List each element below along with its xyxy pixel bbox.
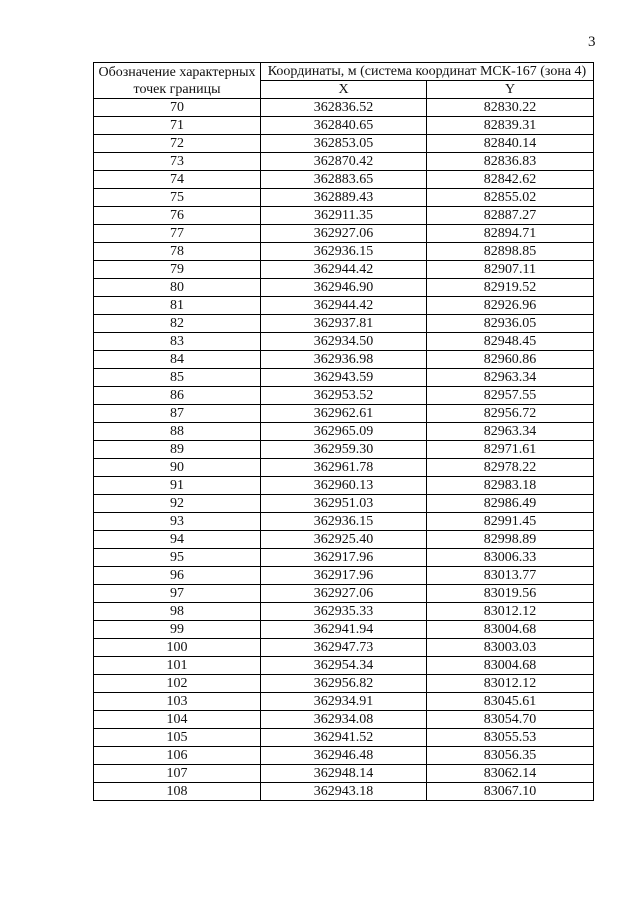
table-row <box>94 153 594 171</box>
table-row <box>94 405 594 423</box>
y-value-cell: 83055.53 <box>427 729 594 747</box>
table-row <box>94 621 594 639</box>
y-value-cell: 83004.68 <box>427 657 594 675</box>
table-row <box>94 693 594 711</box>
table-row <box>94 531 594 549</box>
y-value-cell: 82926.96 <box>427 297 594 315</box>
x-value-cell: 362948.14 <box>261 765 427 783</box>
point-number-cell: 108 <box>94 783 261 801</box>
point-number-cell: 102 <box>94 675 261 693</box>
x-value-cell: 362944.42 <box>261 261 427 279</box>
y-value-cell: 83003.03 <box>427 639 594 657</box>
point-number-cell: 75 <box>94 189 261 207</box>
table-row <box>94 711 594 729</box>
x-value-cell: 362836.52 <box>261 99 427 117</box>
y-value-cell: 83062.14 <box>427 765 594 783</box>
y-value-cell: 82855.02 <box>427 189 594 207</box>
coordinates-table <box>93 62 594 801</box>
point-number-cell: 94 <box>94 531 261 549</box>
y-value-cell: 82956.72 <box>427 405 594 423</box>
table-row <box>94 585 594 603</box>
point-number-cell: 72 <box>94 135 261 153</box>
x-value-cell: 362947.73 <box>261 639 427 657</box>
x-value-cell: 362951.03 <box>261 495 427 513</box>
y-value-cell: 82936.05 <box>427 315 594 333</box>
y-value-cell: 82840.14 <box>427 135 594 153</box>
x-value-cell: 362961.78 <box>261 459 427 477</box>
y-value-cell: 83054.70 <box>427 711 594 729</box>
table-row <box>94 135 594 153</box>
point-number-cell: 73 <box>94 153 261 171</box>
table-row <box>94 261 594 279</box>
y-value-cell: 83006.33 <box>427 549 594 567</box>
y-value-cell: 82960.86 <box>427 351 594 369</box>
table-row <box>94 99 594 117</box>
x-value-cell: 362936.15 <box>261 243 427 261</box>
point-number-cell: 78 <box>94 243 261 261</box>
y-value-cell: 82948.45 <box>427 333 594 351</box>
point-number-cell: 92 <box>94 495 261 513</box>
point-number-cell: 71 <box>94 117 261 135</box>
y-value-cell: 82887.27 <box>427 207 594 225</box>
table-row <box>94 117 594 135</box>
point-number-cell: 106 <box>94 747 261 765</box>
table-row <box>94 333 594 351</box>
x-value-cell: 362953.52 <box>261 387 427 405</box>
y-value-cell: 82957.55 <box>427 387 594 405</box>
point-number-cell: 107 <box>94 765 261 783</box>
page-number: 3 <box>588 34 596 50</box>
x-value-cell: 362943.18 <box>261 783 427 801</box>
x-value-cell: 362934.50 <box>261 333 427 351</box>
x-value-cell: 362936.15 <box>261 513 427 531</box>
table-row <box>94 513 594 531</box>
table-row <box>94 225 594 243</box>
y-value-cell: 82986.49 <box>427 495 594 513</box>
coordinates-header: Координаты, м (система координат МСК-167 (зона 4) <box>261 63 594 81</box>
table-row <box>94 549 594 567</box>
x-value-cell: 362870.42 <box>261 153 427 171</box>
table-row <box>94 747 594 765</box>
x-value-cell: 362960.13 <box>261 477 427 495</box>
table-row <box>94 603 594 621</box>
point-number-cell: 98 <box>94 603 261 621</box>
point-number-cell: 77 <box>94 225 261 243</box>
table-row <box>94 765 594 783</box>
y-value-cell: 83019.56 <box>427 585 594 603</box>
x-value-cell: 362927.06 <box>261 585 427 603</box>
point-number-cell: 103 <box>94 693 261 711</box>
table-row <box>94 423 594 441</box>
point-label-header: Обозначение характерных точек границы <box>94 63 261 99</box>
point-number-cell: 81 <box>94 297 261 315</box>
y-value-cell: 82998.89 <box>427 531 594 549</box>
point-number-cell: 100 <box>94 639 261 657</box>
x-value-cell: 362943.59 <box>261 369 427 387</box>
y-value-cell: 82978.22 <box>427 459 594 477</box>
point-number-cell: 105 <box>94 729 261 747</box>
x-value-cell: 362962.61 <box>261 405 427 423</box>
point-number-cell: 86 <box>94 387 261 405</box>
point-number-cell: 99 <box>94 621 261 639</box>
y-value-cell: 82842.62 <box>427 171 594 189</box>
point-number-cell: 80 <box>94 279 261 297</box>
x-value-cell: 362959.30 <box>261 441 427 459</box>
point-number-cell: 96 <box>94 567 261 585</box>
y-value-cell: 82983.18 <box>427 477 594 495</box>
x-column-header: X <box>261 81 427 99</box>
x-value-cell: 362935.33 <box>261 603 427 621</box>
table-row <box>94 297 594 315</box>
table-body <box>94 99 594 801</box>
y-value-cell: 83004.68 <box>427 621 594 639</box>
point-number-cell: 74 <box>94 171 261 189</box>
point-number-cell: 82 <box>94 315 261 333</box>
table-header-row <box>94 63 594 81</box>
table-row <box>94 675 594 693</box>
y-value-cell: 83067.10 <box>427 783 594 801</box>
point-number-cell: 70 <box>94 99 261 117</box>
table-row <box>94 351 594 369</box>
x-value-cell: 362934.08 <box>261 711 427 729</box>
y-value-cell: 83012.12 <box>427 603 594 621</box>
point-number-cell: 93 <box>94 513 261 531</box>
x-value-cell: 362936.98 <box>261 351 427 369</box>
y-value-cell: 82963.34 <box>427 423 594 441</box>
y-value-cell: 82971.61 <box>427 441 594 459</box>
table-row <box>94 243 594 261</box>
x-value-cell: 362917.96 <box>261 567 427 585</box>
table-row <box>94 171 594 189</box>
y-value-cell: 82963.34 <box>427 369 594 387</box>
x-value-cell: 362917.96 <box>261 549 427 567</box>
x-value-cell: 362883.65 <box>261 171 427 189</box>
point-number-cell: 90 <box>94 459 261 477</box>
y-value-cell: 83045.61 <box>427 693 594 711</box>
point-number-cell: 83 <box>94 333 261 351</box>
table-row <box>94 207 594 225</box>
x-value-cell: 362911.35 <box>261 207 427 225</box>
y-value-cell: 82919.52 <box>427 279 594 297</box>
y-value-cell: 82898.85 <box>427 243 594 261</box>
y-value-cell: 82907.11 <box>427 261 594 279</box>
point-number-cell: 91 <box>94 477 261 495</box>
table-row <box>94 387 594 405</box>
x-value-cell: 362889.43 <box>261 189 427 207</box>
y-value-cell: 83012.12 <box>427 675 594 693</box>
y-value-cell: 83013.77 <box>427 567 594 585</box>
table-row <box>94 369 594 387</box>
x-value-cell: 362941.52 <box>261 729 427 747</box>
table-row <box>94 639 594 657</box>
table-row <box>94 567 594 585</box>
point-number-cell: 88 <box>94 423 261 441</box>
y-value-cell: 82894.71 <box>427 225 594 243</box>
table-row <box>94 459 594 477</box>
point-number-cell: 89 <box>94 441 261 459</box>
x-value-cell: 362925.40 <box>261 531 427 549</box>
y-value-cell: 82830.22 <box>427 99 594 117</box>
x-value-cell: 362954.34 <box>261 657 427 675</box>
x-value-cell: 362944.42 <box>261 297 427 315</box>
table-row <box>94 495 594 513</box>
x-value-cell: 362946.90 <box>261 279 427 297</box>
point-number-cell: 87 <box>94 405 261 423</box>
point-number-cell: 97 <box>94 585 261 603</box>
table-row <box>94 657 594 675</box>
point-number-cell: 95 <box>94 549 261 567</box>
point-number-cell: 104 <box>94 711 261 729</box>
x-value-cell: 362965.09 <box>261 423 427 441</box>
x-value-cell: 362941.94 <box>261 621 427 639</box>
point-number-cell: 101 <box>94 657 261 675</box>
point-number-cell: 79 <box>94 261 261 279</box>
x-value-cell: 362946.48 <box>261 747 427 765</box>
x-value-cell: 362937.81 <box>261 315 427 333</box>
y-value-cell: 82836.83 <box>427 153 594 171</box>
point-number-cell: 76 <box>94 207 261 225</box>
y-value-cell: 82991.45 <box>427 513 594 531</box>
y-column-header: Y <box>427 81 594 99</box>
point-number-cell: 85 <box>94 369 261 387</box>
point-number-cell: 84 <box>94 351 261 369</box>
table-row <box>94 279 594 297</box>
table-row <box>94 189 594 207</box>
x-value-cell: 362934.91 <box>261 693 427 711</box>
table-row <box>94 477 594 495</box>
table-row <box>94 729 594 747</box>
table-row <box>94 783 594 801</box>
table-row <box>94 315 594 333</box>
x-value-cell: 362956.82 <box>261 675 427 693</box>
table-row <box>94 441 594 459</box>
y-value-cell: 82839.31 <box>427 117 594 135</box>
y-value-cell: 83056.35 <box>427 747 594 765</box>
x-value-cell: 362927.06 <box>261 225 427 243</box>
x-value-cell: 362840.65 <box>261 117 427 135</box>
x-value-cell: 362853.05 <box>261 135 427 153</box>
